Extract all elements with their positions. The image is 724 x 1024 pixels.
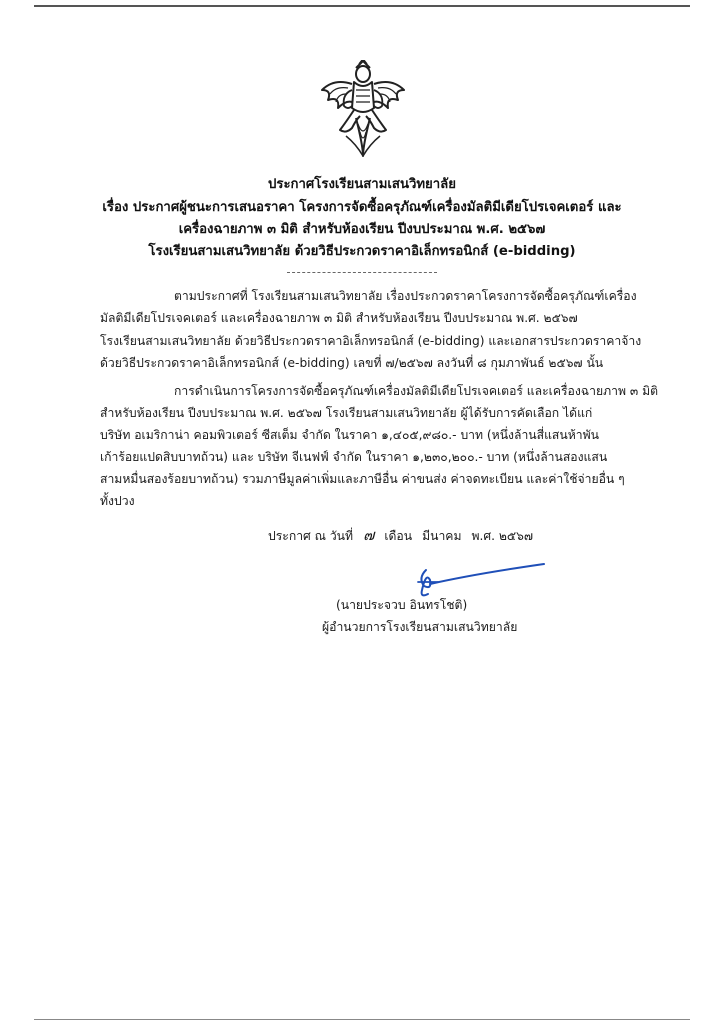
page-border-bottom — [34, 1019, 690, 1020]
announcement-date — [268, 524, 533, 547]
date-month: มีนาคม — [422, 529, 462, 543]
date-year: พ.ศ. ๒๕๖๗ — [471, 529, 534, 543]
paragraph-2-line-3: บริษัท อเมริกาน่า คอมพิวเตอร์ ซีสเต็ม จำกัด ในราคา ๑,๔๐๕,๙๘๐.- บาท (หนึ่งล้านสี่แสนห้าพัน — [100, 428, 599, 442]
date-day: ๗ — [363, 526, 375, 544]
signer-name: (นายประจวบ อินทรโชติ) — [336, 598, 468, 612]
paragraph-2-line-2: สำหรับห้องเรียน ปีงบประมาณ พ.ศ. ๒๕๖๗ โรงเรียนสามเสนวิทยาลัย ผู้ได้รับการคัดเลือก ได้แก่ — [100, 406, 593, 420]
paragraph-1-line-1: ตามประกาศที่ โรงเรียนสามเสนวิทยาลัย เรื่องประกวดราคาโครงการจัดซื้อครุภัณฑ์เครื่อง — [174, 289, 637, 303]
paragraph-2-line-5: สามหมื่นสองร้อยบาทถ้วน) รวมภาษีมูลค่าเพิ่มและภาษีอื่น ค่าขนส่ง ค่าจดทะเบียน และค่าใช้จ่ายอื่น ๆ — [100, 472, 625, 486]
paragraph-1-line-3: โรงเรียนสามเสนวิทยาลัย ด้วยวิธีประกวดราคาอิเล็กทรอนิกส์ (e-bidding) และเอกสารประกวดราคาจ้าง — [100, 334, 642, 348]
date-month-label: เดือน — [384, 529, 413, 543]
paragraph-2-line-1: การดำเนินการโครงการจัดซื้อครุภัณฑ์เครื่องมัลติมีเดียโปรเจคเตอร์ และเครื่องฉายภาพ ๓ มิติ — [174, 384, 659, 398]
subject-line-1: เรื่อง ประกาศผู้ชนะการเสนอราคา โครงการจัดซื้อครุภัณฑ์เครื่องมัลติมีเดียโปรเจคเตอร์ และ — [102, 200, 622, 215]
heading-divider — [287, 272, 437, 273]
paragraph-2-line-6: ทั้งปวง — [100, 494, 135, 508]
garuda-emblem-icon — [316, 60, 410, 160]
subject-line-3: โรงเรียนสามเสนวิทยาลัย ด้วยวิธีประกวดราคาอิเล็กทรอนิกส์ (e-bidding) — [148, 244, 576, 259]
signer-title: ผู้อำนวยการโรงเรียนสามเสนวิทยาลัย — [322, 620, 518, 634]
paragraph-1-line-4: ด้วยวิธีประกวดราคาอิเล็กทรอนิกส์ (e-bidding) เลขที่ ๗/๒๕๖๗ ลงวันที่ ๘ กุมภาพันธ์ ๒๕๖๗ นั้น — [100, 356, 604, 370]
paragraph-2-line-4: เก้าร้อยแปดสิบบาทถ้วน) และ บริษัท จีเนฟฟ์ จำกัด ในราคา ๑,๒๓๐,๒๐๐.- บาท (หนึ่งล้านสองแสน — [100, 450, 608, 464]
page-border-top — [34, 5, 690, 7]
announcement-title: ประกาศโรงเรียนสามเสนวิทยาลัย — [268, 177, 456, 192]
subject-line-2: เครื่องฉายภาพ ๓ มิติ สำหรับห้องเรียน ปีงบประมาณ พ.ศ. ๒๕๖๗ — [178, 222, 546, 237]
date-prefix: ประกาศ ณ วันที่ — [268, 529, 354, 543]
paragraph-1-line-2: มัลติมีเดียโปรเจคเตอร์ และเครื่องฉายภาพ ๓ มิติ สำหรับห้องเรียน ปีงบประมาณ พ.ศ. ๒๕๖๗ — [100, 311, 578, 325]
